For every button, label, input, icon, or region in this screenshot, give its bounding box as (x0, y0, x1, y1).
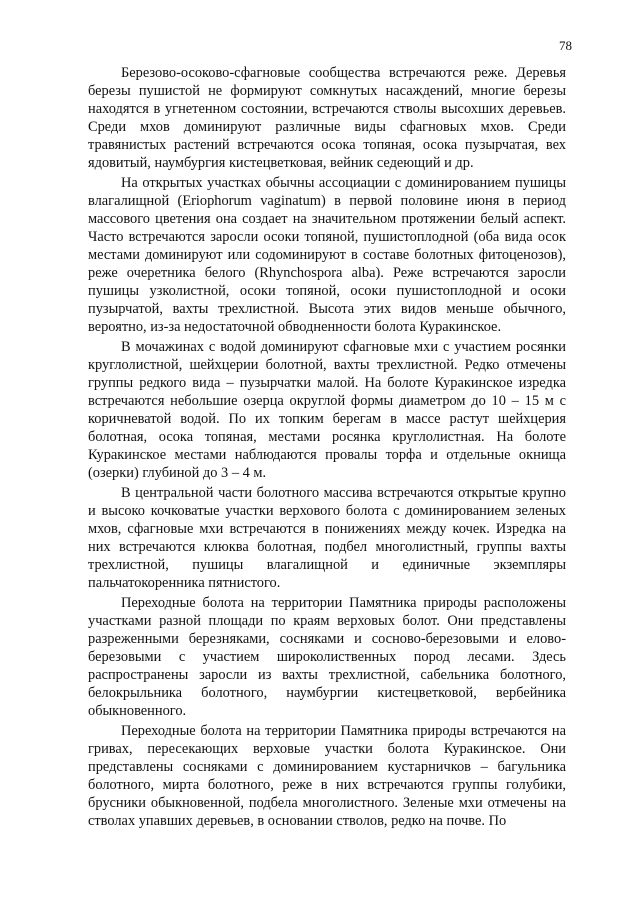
body-text (88, 64, 566, 830)
paragraph-open-areas: На открытых участках обычны ассоциации с доминированием пушицы влагалищной (Eriophorum vaginatum) в первой половине июня в период массового цветения она создает на значительном протяжении белый аспект. Часто встречаются заросли осоки топяной, пушистоплодной (оба вида осок местами доминируют или содоминируют в составе болотных фитоценозов), реже очеретника белого (Rhynchospora alba). Реже встречаются заросли пушицы узколистной, осоки топяной, осоки пушистоплодной и осоки пузырчатой, вахты трехлистной. Высота этих видов меньше обычного, вероятно, из-за недостаточной обводненности болота Куракинское. (88, 175, 566, 335)
paragraph-transitional-bogs-ridges: Переходные болота на территории Памятника природы встречаются на гривах, пересекающих верховые участки болота Куракинское. Они представлены сосняками с доминированием кустарничков – багульника болотного, мирта болотного, реже в них встречаются группы голубики, брусники обыкновенной, подбела многолистного. Зеленые мхи отмечены на стволах упавших деревьев, в основании стволов, редко на почве. По (88, 723, 566, 829)
paragraph-birch-sedge-sphagnum: Березово-осоково-сфагновые сообщества встречаются реже. Деревья березы пушистой не формируют сомкнутых насаждений, многие березы находятся в угнетенном состоянии, встречаются стволы высохших деревьев. Среди мхов доминируют различные виды сфагновых мхов. Среди травянистых растений встречаются осока топяная, осока пузырчатая, вех ядовитый, наумбургия кистецветковая, вейник седеющий и др. (88, 65, 566, 171)
paragraph-transitional-bogs-edges: Переходные болота на территории Памятника природы расположены участками разной площади по краям верховых болот. Они представлены разреженными березняками, сосняками и сосново-березовыми и елово-березовыми с участием широколиственных пород лесами. Здесь распространены заросли из вахты трехлистной, сабельника болотного, белокрыльника болотного, наумбургии кистецветковой, вербейника обыкновенного. (88, 595, 566, 719)
page-number: 78 (559, 38, 572, 53)
paragraph-hollows: В мочажинах с водой доминируют сфагновые мхи с участием росянки круглолистной, шейхцерии болотной, вахты трехлистной. Редко отмечены группы редкого вида – пузырчатки малой. На болоте Куракинское изредка встречаются небольшие озерца округлой формы диаметром до 10 – 15 м с коричневатой водой. По их топким берегам в массе растут шейхцерия болотная, осока топяная, местами росянка круглолистная. На болоте Куракинское местами наблюдаются провалы торфа и отдельные окнища (озерки) глубиной до 3 – 4 м. (88, 339, 566, 481)
paragraph-central-part: В центральной части болотного массива встречаются открытые крупно и высоко кочковатые участки верхового болота с доминированием зеленых мхов, сфагновые мхи встречаются в понижениях между кочек. Изредка на них встречаются клюква болотная, подбел многолистный, группы вахты трехлистной, пушицы влагалищной и единичные экземпляры пальчатокоренника пятнистого. (88, 485, 566, 591)
